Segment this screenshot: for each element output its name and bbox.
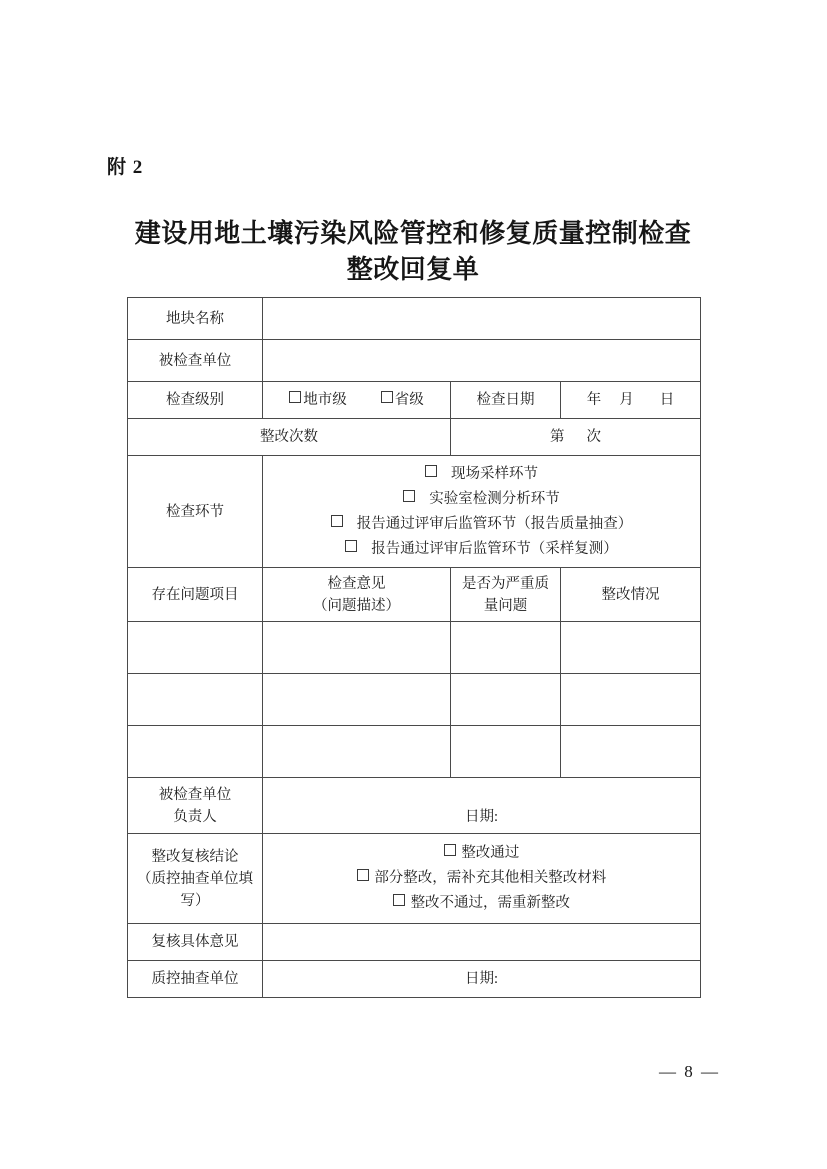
row-qc-unit [128, 961, 701, 998]
label-review-opinion: 复核具体意见 [128, 924, 263, 961]
review-conclusion-options [263, 834, 701, 924]
field-qc-unit-signature[interactable] [263, 961, 701, 998]
label-review-conclusion [128, 834, 263, 924]
label-line-2: 负责人 [173, 808, 217, 825]
checkbox-icon[interactable] [393, 894, 405, 906]
checkbox-option-post-review-quality-check[interactable]: 报告通过评审后监管环节（报告质量抽查） [263, 512, 700, 537]
cell-problem-item[interactable] [128, 726, 263, 778]
cell-is-severe[interactable] [451, 726, 561, 778]
checkbox-option-lab-analysis[interactable]: 实验室检测分析环节 [263, 487, 700, 512]
header-line-1: 是否为严重质 [462, 575, 549, 592]
header-line-1: 整改情况 [601, 586, 660, 603]
times-prefix: 第 [550, 429, 565, 445]
label-qc-unit: 质控抽查单位 [128, 961, 263, 998]
label-inspected-unit: 被检查单位 [128, 340, 263, 382]
row-inspection-level [128, 382, 701, 419]
inspection-form-table [127, 297, 701, 998]
cell-inspection-opinion[interactable] [263, 726, 451, 778]
cell-problem-item[interactable] [128, 622, 263, 674]
label-line-1: 被检查单位 [158, 786, 232, 803]
header-line-1: 存在问题项目 [151, 586, 239, 603]
field-site-name[interactable] [263, 298, 701, 340]
attachment-label: 附 2 [107, 157, 144, 178]
label-rectification-times: 整改次数 [128, 419, 451, 456]
label-inspection-date: 检查日期 [451, 382, 561, 419]
label-line-2: （质控抽查单位填 [137, 870, 253, 887]
row-rectification-times [128, 419, 701, 456]
checkbox-option-city-level[interactable]: 地市级 [289, 389, 347, 411]
header-rectification-status [561, 568, 701, 622]
cell-is-severe[interactable] [451, 674, 561, 726]
label-inspection-stage: 检查环节 [128, 456, 263, 568]
cell-rectification-status[interactable] [561, 726, 701, 778]
page-number: — 8 — [659, 1062, 720, 1081]
checkbox-option-province-level[interactable]: 省级 [381, 389, 424, 411]
cell-is-severe[interactable] [451, 622, 561, 674]
row-inspected-unit [128, 340, 701, 382]
cell-rectification-status[interactable] [561, 674, 701, 726]
checkbox-option-rectification-passed[interactable]: 整改通过 [263, 841, 700, 866]
checkbox-icon[interactable] [331, 515, 343, 527]
checkbox-icon[interactable] [381, 391, 393, 403]
times-suffix: 次 [586, 429, 601, 445]
label-line-1: 整改复核结论 [151, 848, 239, 865]
field-inspected-unit-head-signature[interactable] [263, 778, 701, 834]
date-day-label: 日 [659, 392, 675, 408]
row-review-opinion [128, 924, 701, 961]
checkbox-icon[interactable] [345, 540, 357, 552]
header-line-2: （问题描述） [313, 597, 400, 614]
row-review-conclusion [128, 834, 701, 924]
date-label: 日期: [464, 971, 499, 987]
page-title [113, 216, 713, 288]
checkbox-icon[interactable] [289, 391, 301, 403]
title-line-1: 建设用地土壤污染风险管控和修复质量控制检查 [134, 219, 692, 248]
date-label: 日期: [464, 808, 499, 825]
field-inspection-date[interactable] [561, 382, 701, 419]
label-inspected-unit-head [128, 778, 263, 834]
row-inspection-stage [128, 456, 701, 568]
checkbox-icon[interactable] [403, 490, 415, 502]
label-line-3: 写） [180, 892, 210, 909]
label-inspection-level: 检查级别 [128, 382, 263, 419]
header-line-2: 量问题 [483, 597, 528, 614]
checkbox-option-post-review-resampling[interactable]: 报告通过评审后监管环节（采样复测） [263, 537, 700, 562]
field-inspected-unit[interactable] [263, 340, 701, 382]
header-is-severe-quality-problem [451, 568, 561, 622]
inspection-stage-options [263, 456, 701, 568]
checkbox-option-partial-rectification[interactable]: 部分整改，需补充其他相关整改材料 [263, 866, 700, 891]
table-row [128, 726, 701, 778]
field-rectification-times[interactable] [451, 419, 701, 456]
header-inspection-opinion [263, 568, 451, 622]
checkbox-icon[interactable] [425, 465, 437, 477]
header-problem-item [128, 568, 263, 622]
cell-problem-item[interactable] [128, 674, 263, 726]
row-site-name [128, 298, 701, 340]
row-problem-table-header [128, 568, 701, 622]
inspection-level-options [263, 382, 451, 419]
cell-inspection-opinion[interactable] [263, 622, 451, 674]
date-month-label: 月 [619, 392, 634, 408]
label-site-name: 地块名称 [128, 298, 263, 340]
checkbox-option-field-sampling[interactable]: 现场采样环节 [263, 462, 700, 487]
table-row [128, 674, 701, 726]
checkbox-icon[interactable] [444, 844, 456, 856]
checkbox-option-rectification-failed[interactable]: 整改不通过，需重新整改 [263, 891, 700, 916]
checkbox-icon[interactable] [357, 869, 369, 881]
date-year-label: 年 [586, 392, 602, 408]
header-line-1: 检查意见 [327, 575, 386, 592]
row-inspected-unit-head [128, 778, 701, 834]
title-line-2: 整改回复单 [346, 255, 480, 284]
cell-rectification-status[interactable] [561, 622, 701, 674]
table-row [128, 622, 701, 674]
cell-inspection-opinion[interactable] [263, 674, 451, 726]
field-review-opinion[interactable] [263, 924, 701, 961]
